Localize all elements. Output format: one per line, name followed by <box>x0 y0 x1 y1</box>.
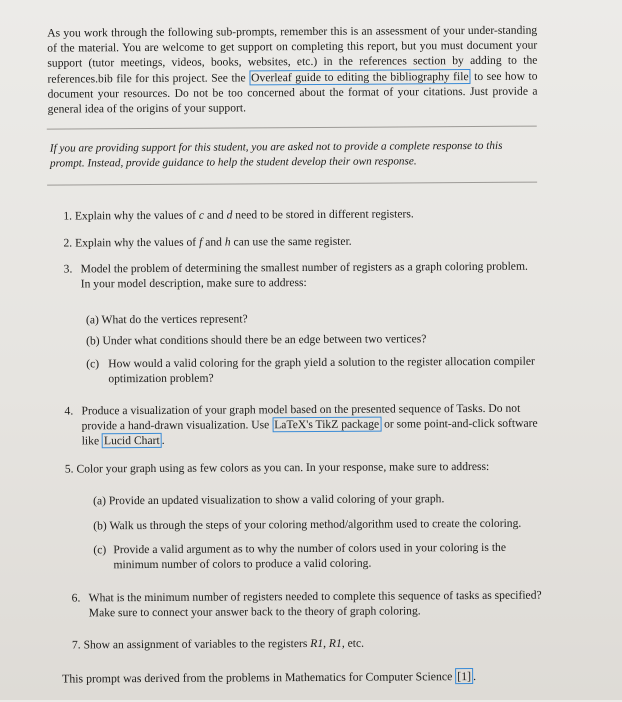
divider-top <box>47 126 537 130</box>
overleaf-guide-link[interactable]: Overleaf guide to editing the bibliography file <box>249 69 471 85</box>
question-text: , etc. <box>341 636 365 650</box>
question-2 <box>63 233 533 251</box>
footer-text: This prompt was derived from the problems in Mathematics for Computer Science <box>62 669 456 686</box>
sub-label: (c) <box>86 357 100 371</box>
sub-label: (b) <box>86 334 100 348</box>
question-text: or some point-and-click software like <box>81 416 538 448</box>
math-var: c <box>198 208 205 222</box>
question-6 <box>72 588 552 621</box>
math-var: R1 <box>310 636 324 651</box>
question-text: and <box>202 235 225 249</box>
question-text: Model the problem of determining the smallest number of registers as a graph coloring problem. In your model description, make sure to address: <box>80 259 528 291</box>
sub-text: What do the vertices represent? <box>101 312 248 327</box>
math-var: d <box>226 208 233 222</box>
sub-label: (a) <box>85 313 99 327</box>
math-var: f <box>199 235 203 249</box>
question-text: Explain why the values of <box>74 208 199 223</box>
question-number: 7. <box>71 638 81 652</box>
question-1 <box>63 206 533 224</box>
question-4 <box>64 401 544 449</box>
question-5 <box>65 459 545 477</box>
question-number: 6. <box>71 591 81 605</box>
q3-sub-b <box>86 331 536 349</box>
support-note: If you are providing support for this student, you are asked not to provide a complete response to this prompt. Instead, provide guidance to help the student develop their own response. <box>49 139 503 170</box>
question-number: 1. <box>63 209 73 223</box>
question-text: can use the same register. <box>230 234 352 249</box>
question-text: Show an assignment of variables to the registers <box>83 637 311 652</box>
question-number: 4. <box>64 404 74 418</box>
intro-paragraph <box>47 23 538 117</box>
intro-text-1: As you work through the following sub-prompts, remember this is an assessment of your under-standing of the material. You are welcome to get support on completing this report, but you must document your support (tutor meetings, videos, books, websites, etc.) in the references section by adding to the references.bib file for this project. See the <box>47 23 538 86</box>
intro-text-2: to see how to document your resources. Do not be too concerned about the format of your citations. Just provide a general idea of the origins of your support. <box>47 69 538 116</box>
math-var: h <box>224 235 231 249</box>
q5-sub-b <box>93 516 553 534</box>
question-text: need to be stored in different registers. <box>232 207 414 222</box>
question-text: Explain why the values of <box>75 235 200 250</box>
question-text: . <box>161 433 165 447</box>
sub-text: Walk us through the steps of your coloring method/algorithm used to create the coloring. <box>109 516 522 533</box>
q3-sub-c <box>86 354 542 387</box>
divider-bottom <box>47 182 537 186</box>
question-text: and <box>204 208 227 222</box>
q3-sub-a <box>86 310 536 328</box>
question-3 <box>64 259 540 292</box>
math-var: R1 <box>328 636 342 650</box>
sub-text: Under what conditions should there be an edge between two vertices? <box>102 332 427 348</box>
sub-text: Provide a valid argument as to why the number of colors used in your coloring is the minimum number of colors to produce a valid coloring. <box>113 540 506 572</box>
footer-note <box>62 669 476 687</box>
lucid-chart-link[interactable]: Lucid Chart <box>102 433 162 448</box>
footer-end: . <box>472 669 477 684</box>
sub-text: Provide an updated visualization to show a valid coloring of your graph. <box>108 492 445 508</box>
question-text: What is the minimum number of registers needed to complete this sequence of tasks as specified? Make sure to connect your answer back to the theory of graph coloring. <box>88 588 542 620</box>
question-number: 5. <box>64 462 74 476</box>
question-number: 3. <box>63 262 73 276</box>
sub-label: (b) <box>93 519 107 533</box>
q5-sub-c <box>93 540 549 573</box>
question-number: 2. <box>63 236 73 250</box>
sub-label: (c) <box>93 543 107 557</box>
question-text: Produce a visualization of your graph model based on the presented sequence of Tasks. Do not provide a hand-drawn visualization. Use <box>81 401 521 433</box>
sub-label: (a) <box>93 494 106 508</box>
tikz-link[interactable]: LaTeX's TikZ package <box>272 417 381 433</box>
question-text: Color your graph using as few colors as you can. In your response, make sure to address: <box>76 459 490 476</box>
citation-link[interactable]: [1] <box>455 668 473 684</box>
q5-sub-a <box>93 491 543 509</box>
sub-text: How would a valid coloring for the graph yield a solution to the register allocation compiler optimization problem? <box>108 354 535 386</box>
question-text: , <box>323 636 329 650</box>
question-7 <box>72 635 552 653</box>
